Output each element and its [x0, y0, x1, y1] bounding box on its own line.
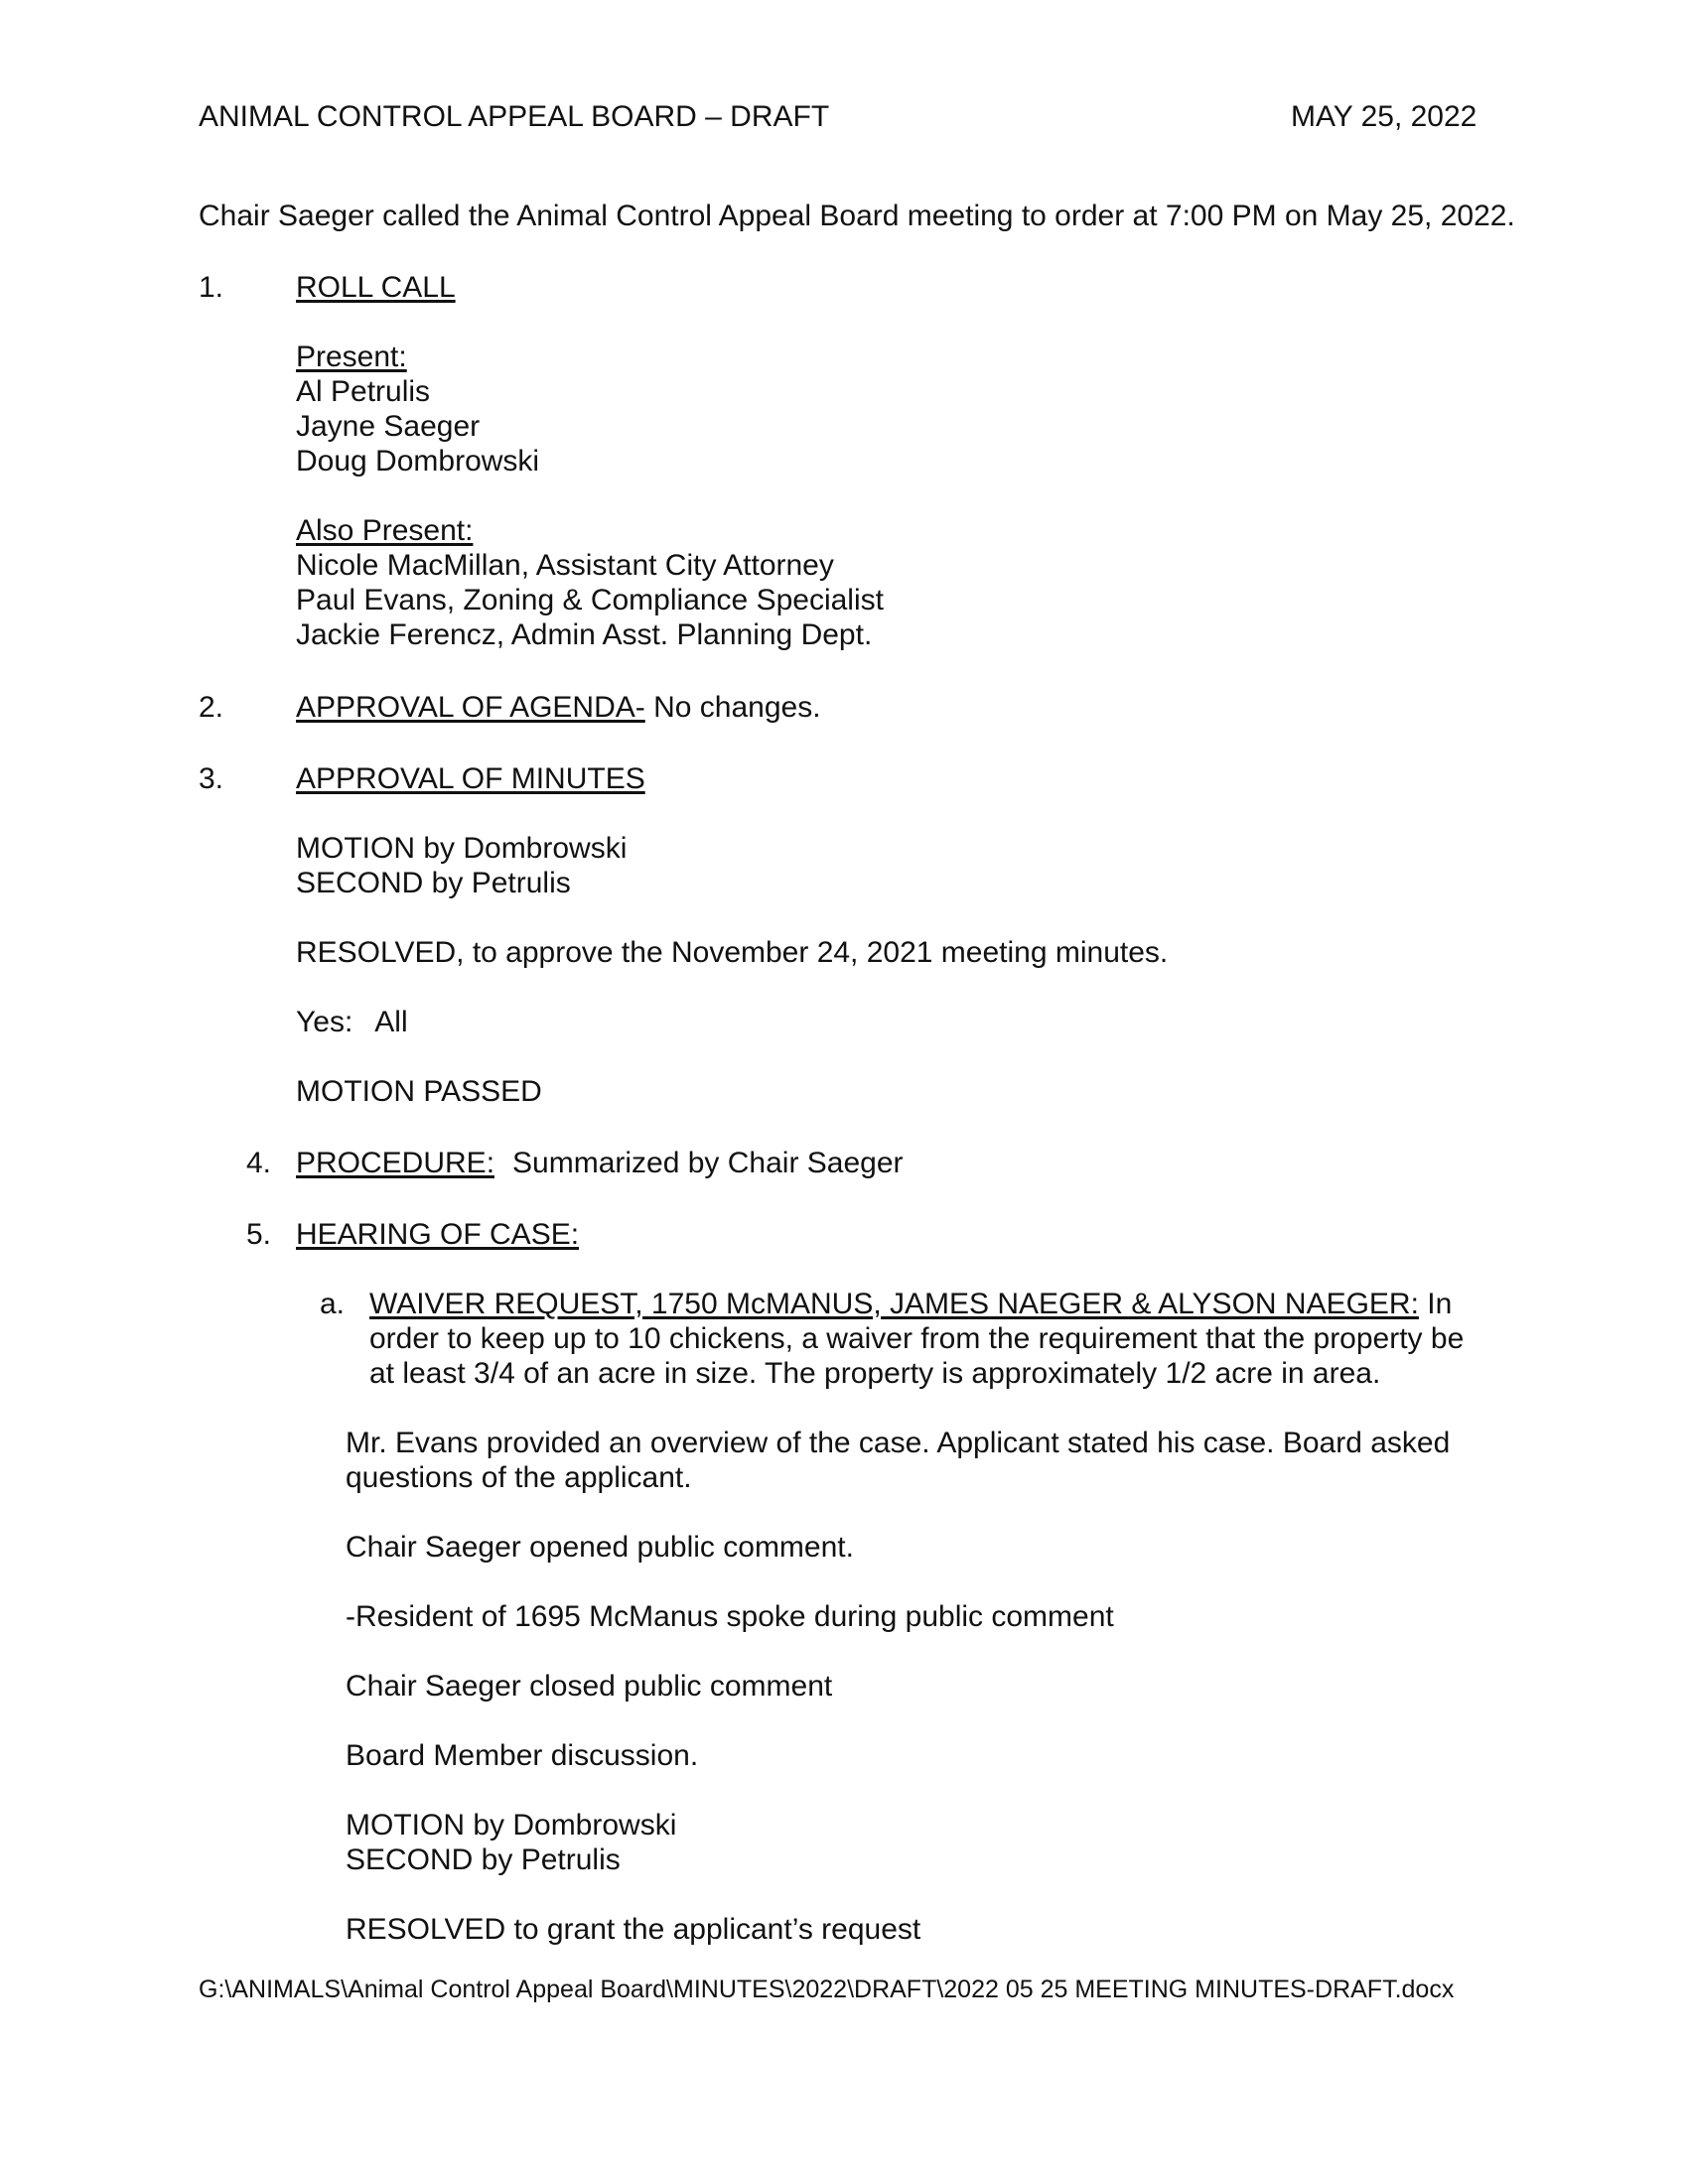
item-number-1: 1.	[199, 271, 224, 304]
item-number-4: 4.	[246, 1147, 272, 1179]
case-title: WAIVER REQUEST, 1750 McMANUS, JAMES NAEGER & ALYSON NAEGER:	[369, 1288, 1419, 1320]
intro-paragraph: Chair Saeger called the Animal Control Appeal Board meeting to order at 7:00 PM on May 25, 2022.	[199, 200, 1515, 232]
vote-yes-label: Yes:	[296, 1006, 353, 1038]
minutes-second: SECOND by Petrulis	[296, 867, 571, 899]
hearing-heading: HEARING OF CASE:	[296, 1218, 580, 1251]
document-title: ANIMAL CONTROL APPEAL BOARD – DRAFT	[199, 100, 830, 133]
case-letter: a.	[320, 1288, 346, 1320]
resident-comment: -Resident of 1695 McManus spoke during public comment	[346, 1600, 1114, 1633]
case-text: In	[1418, 1288, 1453, 1320]
also-present-member: Nicole MacMillan, Assistant City Attorney	[296, 549, 834, 582]
case-text: at least 3/4 of an acre in size. The property is approximately 1/2 acre in area.	[369, 1357, 1381, 1390]
minutes-motion: MOTION by Dombrowski	[296, 832, 628, 865]
hearing-resolved: RESOLVED to grant the applicant’s request	[346, 1913, 921, 1946]
present-label: Present:	[296, 341, 407, 373]
agenda-line	[296, 690, 821, 725]
hearing-motion: MOTION by Dombrowski	[346, 1809, 677, 1842]
hearing-overview: questions of the applicant.	[346, 1461, 692, 1494]
public-comment-closed: Chair Saeger closed public comment	[346, 1670, 833, 1703]
procedure-text: Summarized by Chair Saeger	[512, 1147, 904, 1179]
case-text: order to keep up to 10 chickens, a waiver from the requirement that the property be	[369, 1322, 1465, 1355]
public-comment-opened: Chair Saeger opened public comment.	[346, 1531, 854, 1564]
vote-yes-value: All	[374, 1006, 408, 1038]
item-number-5: 5.	[246, 1218, 272, 1251]
agenda-heading: APPROVAL OF AGENDA-	[296, 691, 645, 724]
case-title-line	[369, 1287, 1452, 1321]
also-present-member: Jackie Ferencz, Admin Asst. Planning Dept.	[296, 618, 873, 651]
present-member: Doug Dombrowski	[296, 445, 540, 478]
minutes-resolved: RESOLVED, to approve the November 24, 2021 meeting minutes.	[296, 936, 1169, 969]
minutes-vote	[296, 1005, 408, 1039]
item-number-2: 2.	[199, 691, 224, 724]
procedure-line	[296, 1146, 904, 1180]
document-date: MAY 25, 2022	[1291, 100, 1477, 133]
roll-call-heading: ROLL CALL	[296, 271, 456, 304]
also-present-label: Also Present:	[296, 514, 474, 547]
present-member: Jayne Saeger	[296, 410, 481, 443]
also-present-member: Paul Evans, Zoning & Compliance Specialist	[296, 584, 884, 616]
item-number-3: 3.	[199, 762, 224, 795]
present-member: Al Petrulis	[296, 375, 431, 408]
board-discussion: Board Member discussion.	[346, 1739, 699, 1772]
minutes-result: MOTION PASSED	[296, 1075, 542, 1108]
minutes-heading: APPROVAL OF MINUTES	[296, 762, 645, 795]
agenda-text: No changes.	[644, 691, 821, 724]
hearing-overview: Mr. Evans provided an overview of the case. Applicant stated his case. Board asked	[346, 1427, 1451, 1459]
procedure-heading: PROCEDURE:	[296, 1147, 495, 1179]
file-path-footer: G:\ANIMALS\Animal Control Appeal Board\MINUTES\2022\DRAFT\2022 05 25 MEETING MINUTES-DRAFT.docx	[199, 1976, 1455, 2003]
hearing-second: SECOND by Petrulis	[346, 1843, 621, 1876]
